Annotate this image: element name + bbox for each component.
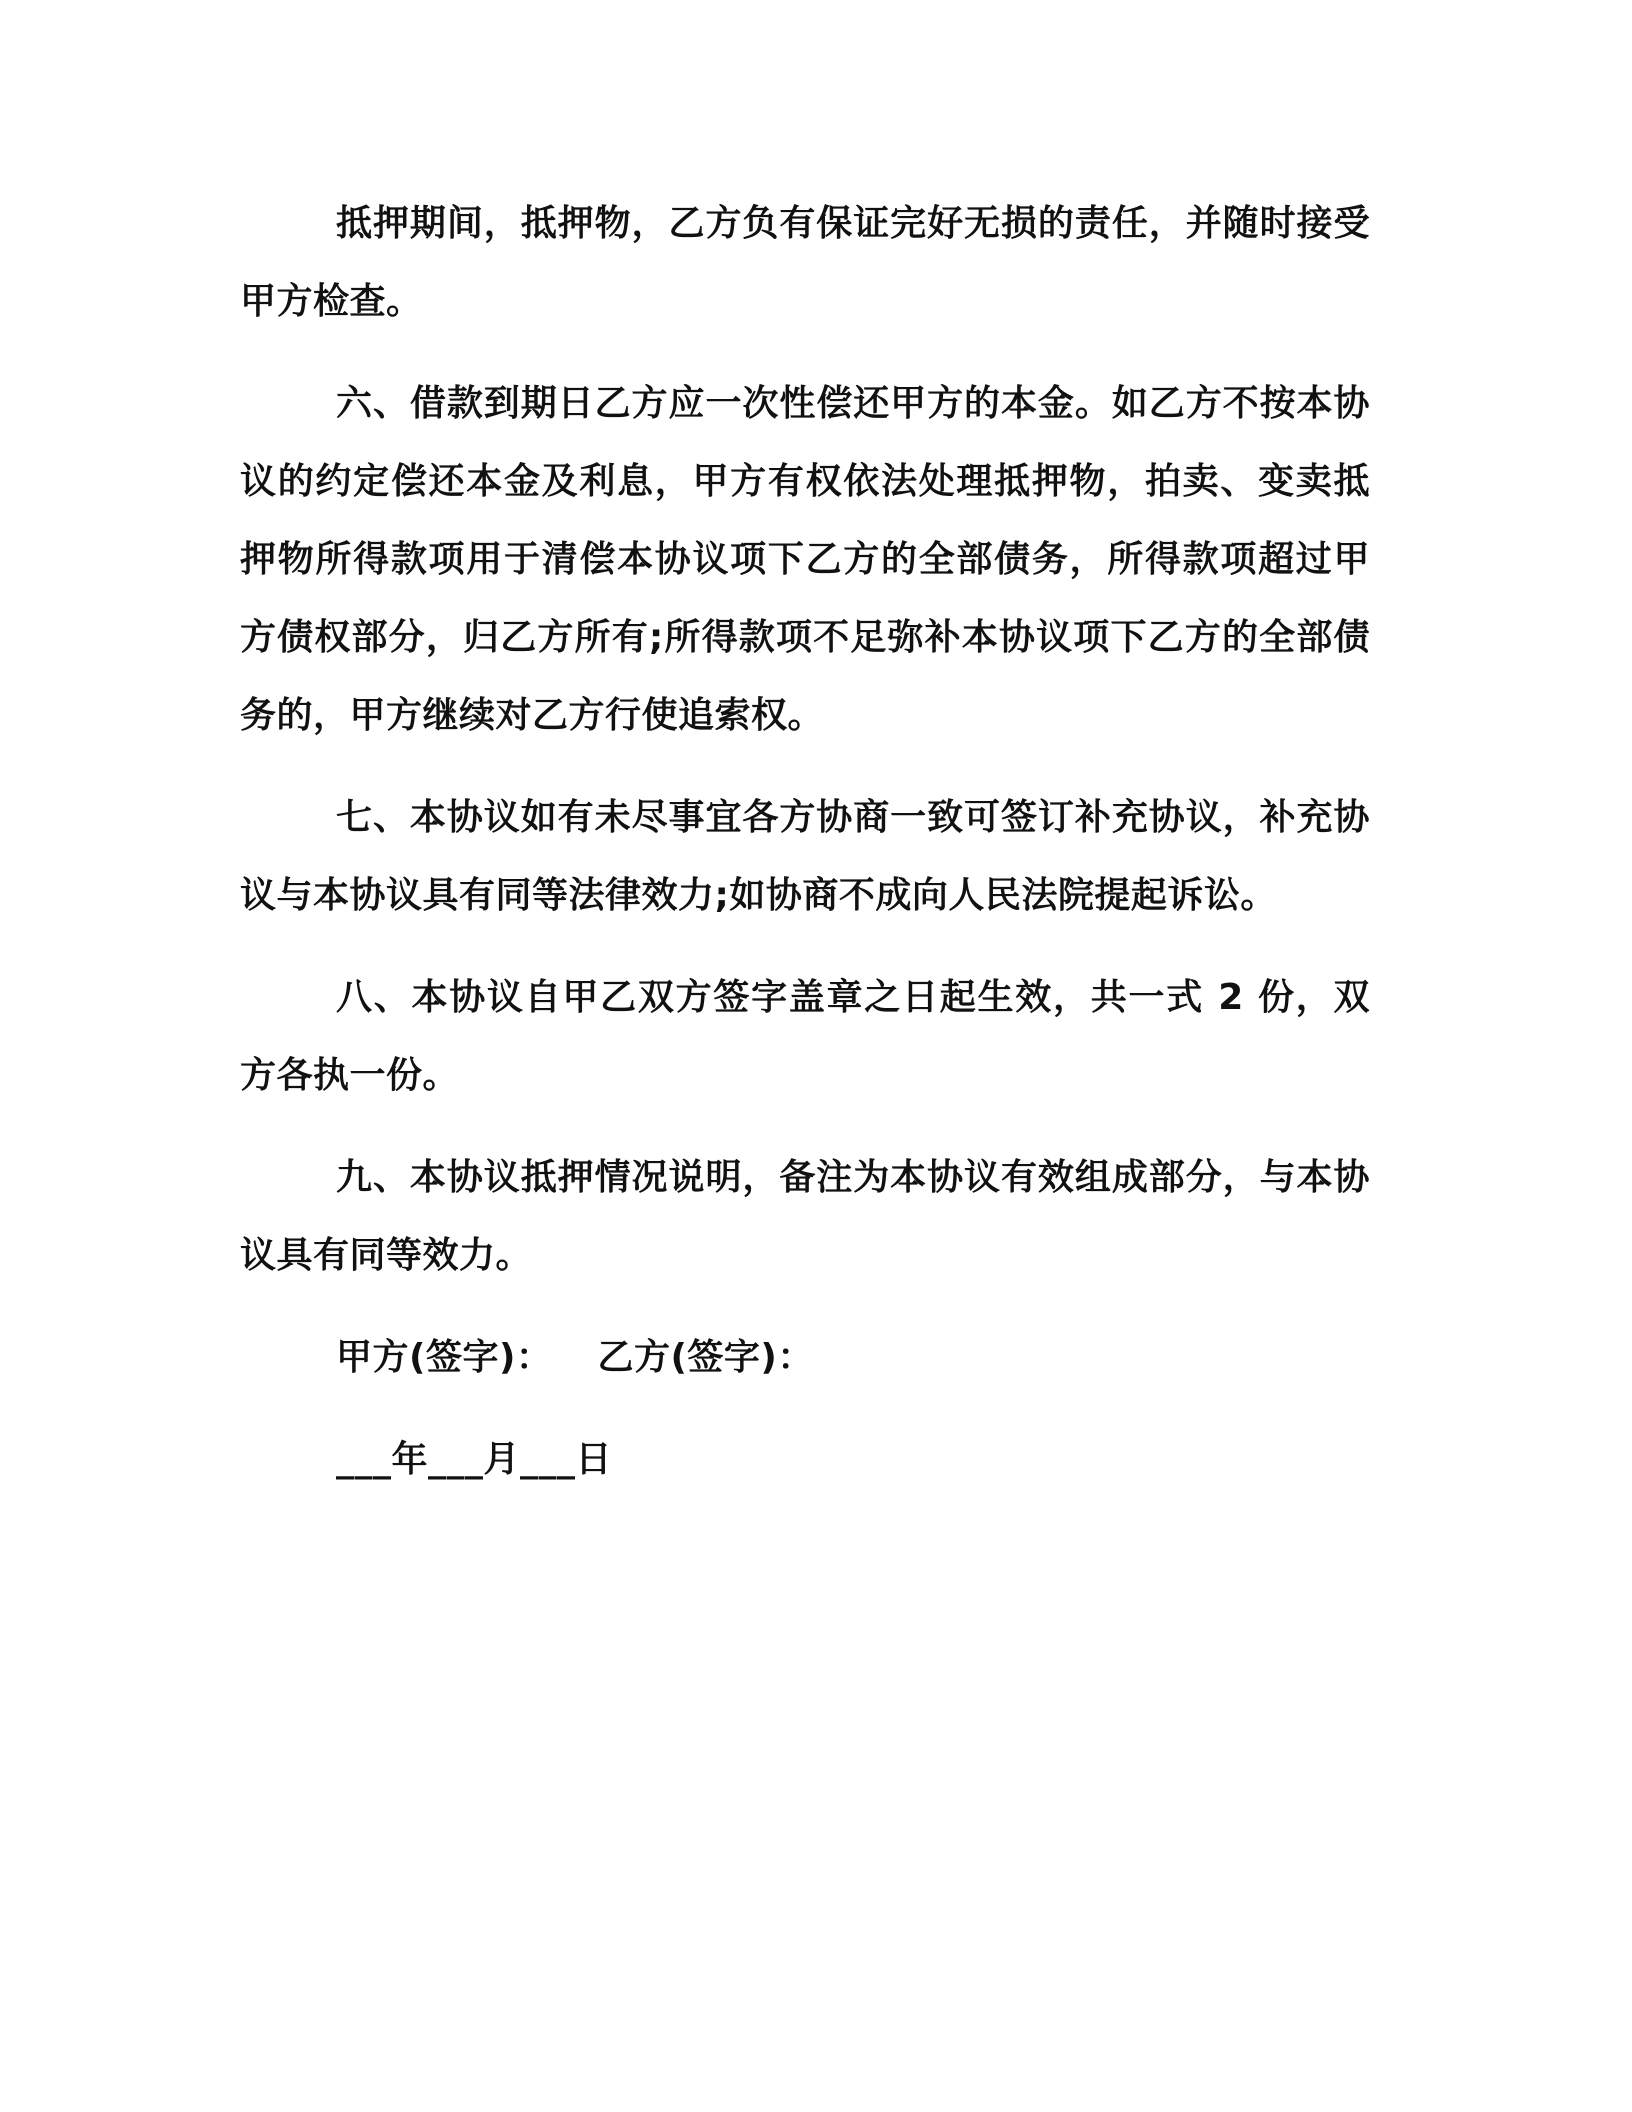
paragraph-eight-effectiveness: 八、本协议自甲乙双方签字盖章之日起生效，共一式 2 份，双方各执一份。 [240, 977, 1370, 1096]
paragraph-nine-mortgage-note: 九、本协议抵押情况说明，备注为本协议有效组成部分，与本协议具有同等效力。 [240, 1157, 1370, 1276]
party-a-signature-label: 甲方(签字)： [336, 1337, 553, 1378]
date-line: ___年___月___日 [336, 1439, 613, 1480]
party-b-signature-label: 乙方(签字)： [597, 1337, 814, 1378]
document-body [240, 185, 1370, 1499]
paragraph-six-repayment: 六、借款到期日乙方应一次性偿还甲方的本金。如乙方不按本协议的约定偿还本金及利息，甲方有权依法处理抵押物，拍卖、变卖抵押物所得款项用于清偿本协议项下乙方的全部债务，所得款项超过甲方债权部分，归乙方所有;所得款项不足弥补本协议项下乙方的全部债务的，甲方继续对乙方行使追索权。 [240, 383, 1370, 736]
paragraph-seven-supplement: 七、本协议如有未尽事宜各方协商一致可签订补充协议，补充协议与本协议具有同等法律效力;如协商不成向人民法院提起诉讼。 [240, 797, 1370, 916]
paragraph-inspection: 抵押期间，抵押物，乙方负有保证完好无损的责任，并随时接受甲方检查。 [240, 203, 1370, 322]
signature-line [240, 1319, 1370, 1397]
